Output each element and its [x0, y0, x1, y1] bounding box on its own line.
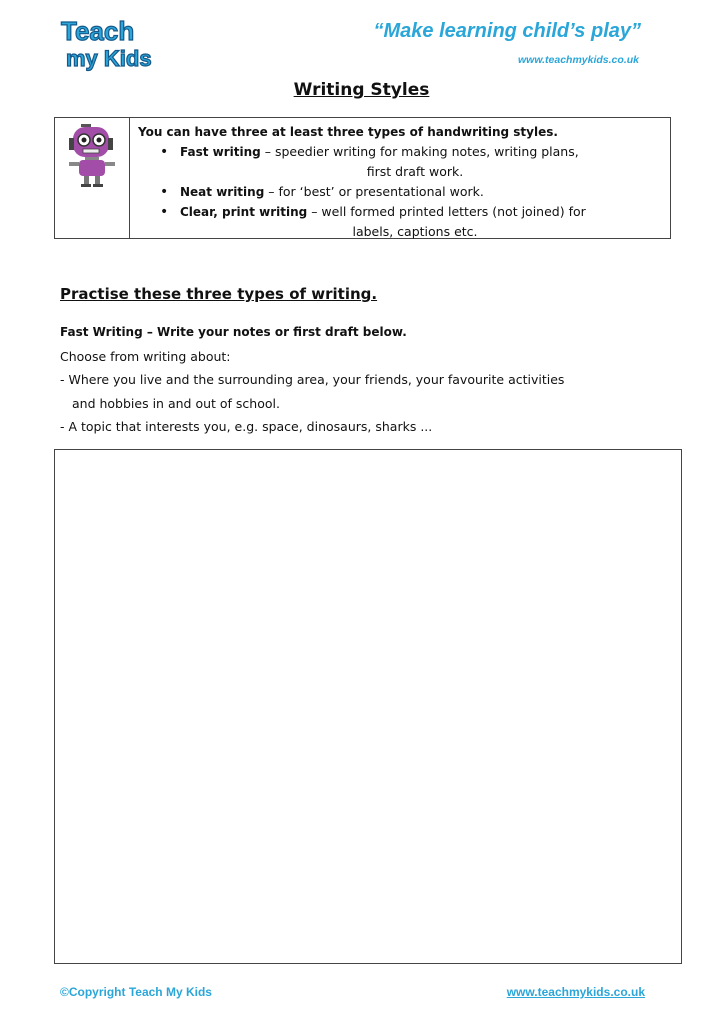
teach-my-kids-logo	[58, 14, 158, 72]
footer-copyright: ©Copyright Teach My Kids	[60, 985, 212, 999]
footer-url-link[interactable]: www.teachmykids.co.uk	[506, 985, 645, 999]
list-item	[138, 202, 670, 242]
instruction-lead: Choose from writing about:	[60, 348, 231, 364]
style-desc-continued: labels, captions etc.	[352, 224, 478, 239]
style-desc-continued: first draft work.	[366, 164, 464, 179]
header-url[interactable]: www.teachmykids.co.uk	[518, 54, 639, 66]
style-desc: – for ‘best’ or presentational work.	[264, 184, 484, 199]
info-intro: You can have three at least three types of handwriting styles.	[138, 125, 558, 139]
style-desc: – well formed printed letters (not joined) for	[307, 204, 586, 219]
instructions	[60, 321, 660, 439]
instruction-bullet: - A topic that interests you, e.g. space, dinosaurs, sharks ...	[60, 419, 433, 434]
list-item	[138, 142, 670, 182]
info-text	[130, 118, 670, 238]
page-title: Writing Styles	[293, 80, 430, 100]
info-box	[54, 117, 671, 239]
styles-list	[138, 142, 670, 242]
slogan: “Make learning child’s play”	[373, 20, 641, 42]
svg-text:Teach: Teach	[61, 16, 135, 46]
writing-area[interactable]	[54, 449, 682, 964]
style-label: Clear, print writing	[180, 205, 308, 219]
svg-text:my Kids: my Kids	[66, 46, 152, 71]
instruction-bullet: - Where you live and the surrounding area, your friends, your favourite activities	[60, 372, 565, 387]
section-heading: Practise these three types of writing.	[60, 285, 378, 303]
robot-cell	[55, 118, 130, 238]
instruction-heading: Fast Writing – Write your notes or first draft below.	[60, 325, 407, 339]
style-label: Neat writing	[180, 185, 265, 199]
list-item	[138, 182, 670, 202]
style-desc: – speedier writing for making notes, writing plans,	[260, 144, 579, 159]
style-label: Fast writing	[180, 145, 261, 159]
robot-icon	[65, 122, 119, 188]
instruction-bullet-continued: and hobbies in and out of school.	[72, 395, 280, 411]
